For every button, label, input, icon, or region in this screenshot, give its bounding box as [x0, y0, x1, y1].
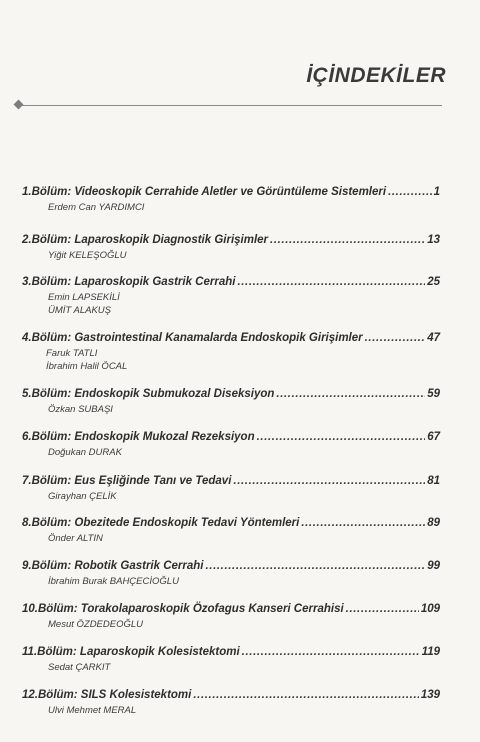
- diamond-ornament-icon: [14, 100, 24, 110]
- chapter-title: 10.Bölüm: Torakolaparoskopik Özofagus Kanseri Cerrahisi: [22, 603, 344, 615]
- title-divider: [16, 105, 442, 106]
- toc-entry[interactable]: [22, 689, 440, 717]
- page-number: 109: [420, 603, 440, 615]
- chapter-author: Sedat ÇARKIT: [48, 662, 111, 673]
- chapter-title: 8.Bölüm: Obezitede Endoskopik Tedavi Yöntemleri: [22, 517, 300, 529]
- chapter-author: Ulvi Mehmet MERAL: [48, 705, 137, 716]
- page-title: İÇİNDEKİLER: [306, 64, 446, 87]
- toc-entry[interactable]: [22, 560, 440, 588]
- toc-entry[interactable]: [22, 475, 440, 503]
- leader-dots: [237, 276, 425, 288]
- chapter-author: Girayhan ÇELİK: [48, 491, 117, 502]
- chapter-author: İbrahim Burak BAHÇECİOĞLU: [48, 576, 179, 587]
- chapter-title: 7.Bölüm: Eus Eşliğinde Tanı ve Tedavi: [22, 475, 232, 487]
- toc-entry[interactable]: [22, 646, 440, 674]
- toc-entry[interactable]: [22, 517, 440, 545]
- leader-dots: [233, 475, 425, 487]
- leader-dots: [346, 603, 419, 615]
- leader-dots: [270, 234, 425, 246]
- chapter-title: 2.Bölüm: Laparoskopik Diagnostik Girişimler: [22, 234, 269, 246]
- page-number: 67: [427, 431, 440, 443]
- chapter-title: 12.Bölüm: SILS Kolesistektomi: [22, 689, 192, 701]
- toc-entry[interactable]: [22, 276, 440, 317]
- chapter-author: Yiğit KELEŞOĞLU: [48, 250, 127, 261]
- page-number: 119: [421, 646, 440, 658]
- leader-dots: [365, 332, 426, 344]
- toc-entry[interactable]: [22, 234, 440, 262]
- toc-entry[interactable]: [22, 186, 440, 214]
- chapter-author: Doğukan DURAK: [48, 447, 122, 458]
- leader-dots: [301, 517, 425, 529]
- page-number: 25: [427, 276, 440, 288]
- leader-dots: [193, 689, 418, 701]
- toc-entry[interactable]: [22, 332, 440, 373]
- chapter-title: 3.Bölüm: Laparoskopik Gastrik Cerrahi: [22, 276, 236, 288]
- toc-entry[interactable]: [22, 388, 440, 416]
- chapter-author: ÜMİT ALAKUŞ: [48, 305, 111, 316]
- leader-dots: [257, 431, 426, 443]
- chapter-author: İbrahim Halil ÖCAL: [46, 361, 128, 372]
- page-number: 47: [427, 332, 440, 344]
- page-number: 139: [420, 689, 440, 701]
- chapter-author: Mesut ÖZDEDEOĞLU: [48, 619, 144, 630]
- chapter-author: Erdem Can YARDIMCI: [48, 202, 145, 213]
- chapter-title: 9.Bölüm: Robotik Gastrik Cerrahi: [22, 560, 204, 572]
- leader-dots: [388, 186, 432, 198]
- leader-dots: [242, 646, 420, 658]
- toc-entry[interactable]: [22, 603, 440, 631]
- chapter-author: Faruk TATLI: [46, 348, 98, 359]
- chapter-title: 11.Bölüm: Laparoskopik Kolesistektomi: [22, 646, 240, 658]
- chapter-author: Önder ALTIN: [48, 533, 103, 544]
- page-number: 13: [427, 234, 440, 246]
- chapter-title: 5.Bölüm: Endoskopik Submukozal Diseksiyon: [22, 388, 275, 400]
- page-number: 81: [427, 475, 440, 487]
- page-number: 59: [427, 388, 440, 400]
- leader-dots: [205, 560, 425, 572]
- leader-dots: [276, 388, 425, 400]
- chapter-author: Emin LAPSEKİLİ: [48, 292, 120, 303]
- page-number: 99: [427, 560, 440, 572]
- chapter-author: Özkan SUBAŞI: [48, 404, 113, 415]
- page-number: 89: [427, 517, 440, 529]
- chapter-title: 1.Bölüm: Videoskopik Cerrahide Aletler ve Görüntüleme Sistemleri: [22, 186, 387, 198]
- chapter-title: 4.Bölüm: Gastrointestinal Kanamalarda Endoskopik Girişimler: [22, 332, 363, 344]
- chapter-title: 6.Bölüm: Endoskopik Mukozal Rezeksiyon: [22, 431, 255, 443]
- toc-entry[interactable]: [22, 431, 440, 459]
- page-number: 1: [433, 186, 440, 198]
